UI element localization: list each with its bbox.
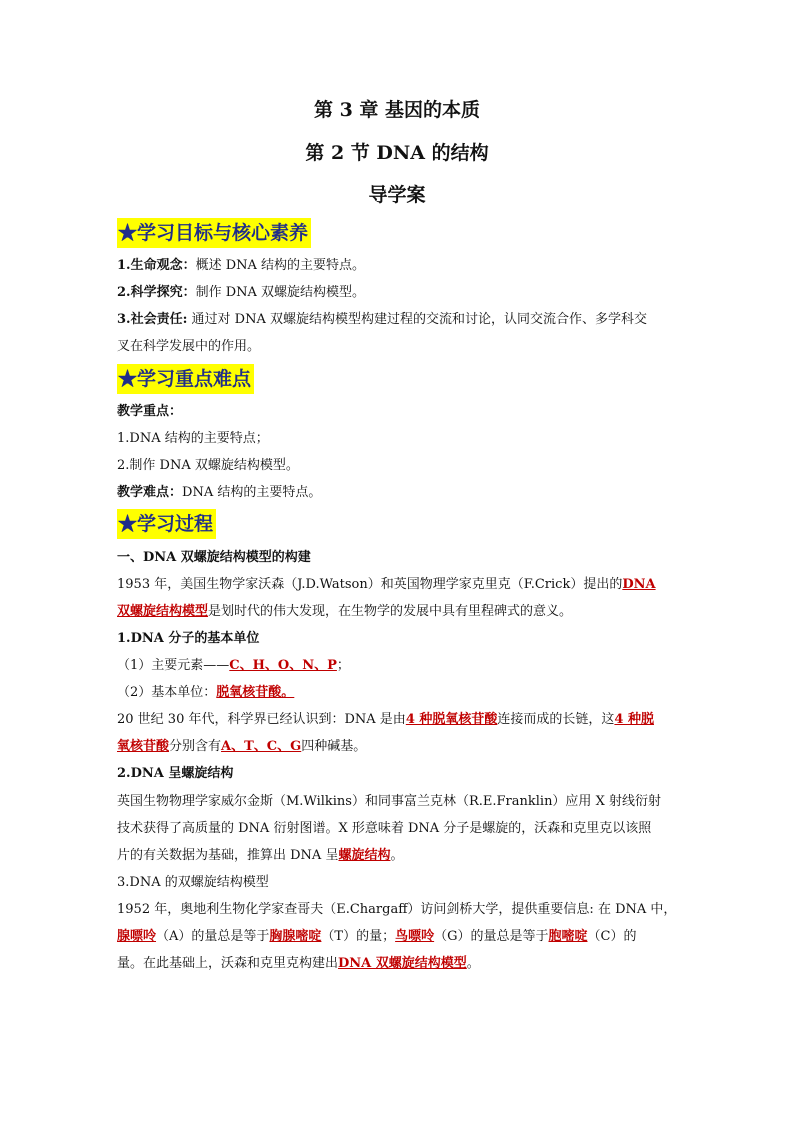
para3-line1: 英国生物物理学家威尔金斯（M.Wilkins）和同事富兰克林（R.E.Franklin）应用 X 射线衍射 <box>117 794 661 809</box>
answer-guanine: 鸟嘌呤 <box>395 929 435 944</box>
keypoints-heading: ★学习重点难点 <box>117 364 254 394</box>
difficulty-line <box>117 483 687 503</box>
difficulty-text: DNA 结构的主要特点。 <box>182 485 322 500</box>
answer-cytosine: 胞嘧啶 <box>548 929 588 944</box>
para2-line1 <box>117 710 687 730</box>
para3-end: 。 <box>390 848 404 863</box>
para4-text-b: （T）的量； <box>321 929 396 944</box>
answer-unit: 脱氧核苷酸。 <box>216 685 295 700</box>
para4-line2 <box>117 927 687 947</box>
section-title: 第 2 节 DNA 的结构 <box>305 142 489 164</box>
para3-text: 片的有关数据为基础，推算出 DNA 呈 <box>117 848 339 863</box>
doc-type-title: 导学案 <box>368 184 426 206</box>
goal-item-2 <box>117 283 687 303</box>
elements-end: ； <box>336 658 350 673</box>
chapter-title: 第 3 章 基因的本质 <box>313 99 481 121</box>
answer-double-helix-model: 双螺旋结构模型 <box>117 604 209 619</box>
focus-label: 教学重点： <box>117 404 183 419</box>
goal-item-1 <box>117 256 687 276</box>
para4-text-c: （G）的量总是等于 <box>434 929 549 944</box>
focus-item-2: 2.制作 DNA 双螺旋结构模型。 <box>117 458 299 473</box>
para4-text-a: （A）的量总是等于 <box>156 929 270 944</box>
para2-line2 <box>117 737 687 757</box>
answer-4-nucleotides-2a: 4 种脱 <box>614 712 654 727</box>
sub1-title: 1.DNA 分子的基本单位 <box>117 631 260 646</box>
para4-end: 。 <box>466 956 480 971</box>
difficulty-label: 教学难点： <box>117 485 183 500</box>
answer-helix: 螺旋结构 <box>338 848 391 863</box>
answer-4-nucleotides-2b: 氧核苷酸 <box>117 739 170 754</box>
para3-line3 <box>117 846 687 866</box>
goal-item-3-cont: 叉在科学发展中的作用。 <box>117 339 261 354</box>
goal-3-label: 3.社会责任: <box>117 312 188 327</box>
para4-text-d: （C）的 <box>587 929 637 944</box>
process-heading: ★学习过程 <box>117 509 216 539</box>
unit-line <box>117 683 687 703</box>
focus-item-1: 1.DNA 结构的主要特点； <box>117 431 269 446</box>
goal-2-text: 制作 DNA 双螺旋结构模型。 <box>195 285 366 300</box>
para4-line1: 1952 年，奥地利生物化学家查哥夫（E.Chargaff）访问剑桥大学，提供重要信息: 在 DNA 中， <box>117 902 677 917</box>
answer-4-nucleotides: 4 种脱氧核苷酸 <box>405 712 498 727</box>
elements-line <box>117 656 687 676</box>
para4-text-e: 量。在此基础上，沃森和克里克构建出 <box>117 956 339 971</box>
goal-item-3 <box>117 310 687 330</box>
para1-line1 <box>117 575 687 595</box>
goal-1-text: 概述 DNA 结构的主要特点。 <box>195 258 366 273</box>
answer-thymine: 胸腺嘧啶 <box>269 929 322 944</box>
goal-3-text: 通过对 DNA 双螺旋结构模型构建过程的交流和讨论，认同交流合作、多学科交 <box>187 312 647 327</box>
answer-bases: A、T、C、G <box>221 739 302 754</box>
para3-line2: 技术获得了高质量的 DNA 衍射图谱。X 形意味着 DNA 分子是螺旋的，沃森和克里克以该照 <box>117 821 652 836</box>
goal-2-label: 2.科学探究： <box>117 285 196 300</box>
para2-text-a: 20 世纪 30 年代，科学界已经认识到：DNA 是由 <box>117 712 406 727</box>
sub2-title: 2.DNA 呈螺旋结构 <box>117 766 234 781</box>
part1-title: 一、DNA 双螺旋结构模型的构建 <box>117 550 311 565</box>
goal-1-label: 1.生命观念： <box>117 258 196 273</box>
para2-text-d: 四种碱基。 <box>301 739 367 754</box>
para1-line2 <box>117 602 687 622</box>
sub3-title: 3.DNA 的双螺旋结构模型 <box>117 875 269 890</box>
para1-text-a: 1953 年，美国生物学家沃森（J.D.Watson）和英国物理学家克里克（F.Crick）提出的 <box>117 577 623 592</box>
unit-label: （2）基本单位： <box>117 685 217 700</box>
answer-elements: C、H、O、N、P <box>229 658 337 673</box>
answer-dna-model: DNA 双螺旋结构模型 <box>338 956 467 971</box>
answer-adenine: 腺嘌呤 <box>117 929 157 944</box>
para2-text-b: 连接而成的长链，这 <box>497 712 615 727</box>
para1-text-b: 是划时代的伟大发现，在生物学的发展中具有里程碑式的意义。 <box>208 604 573 619</box>
goals-heading: ★学习目标与核心素养 <box>117 218 311 248</box>
para4-line3 <box>117 954 687 974</box>
elements-label: （1）主要元素—— <box>117 658 230 673</box>
answer-dna: DNA <box>622 577 656 592</box>
para2-text-c: 分别含有 <box>169 739 222 754</box>
